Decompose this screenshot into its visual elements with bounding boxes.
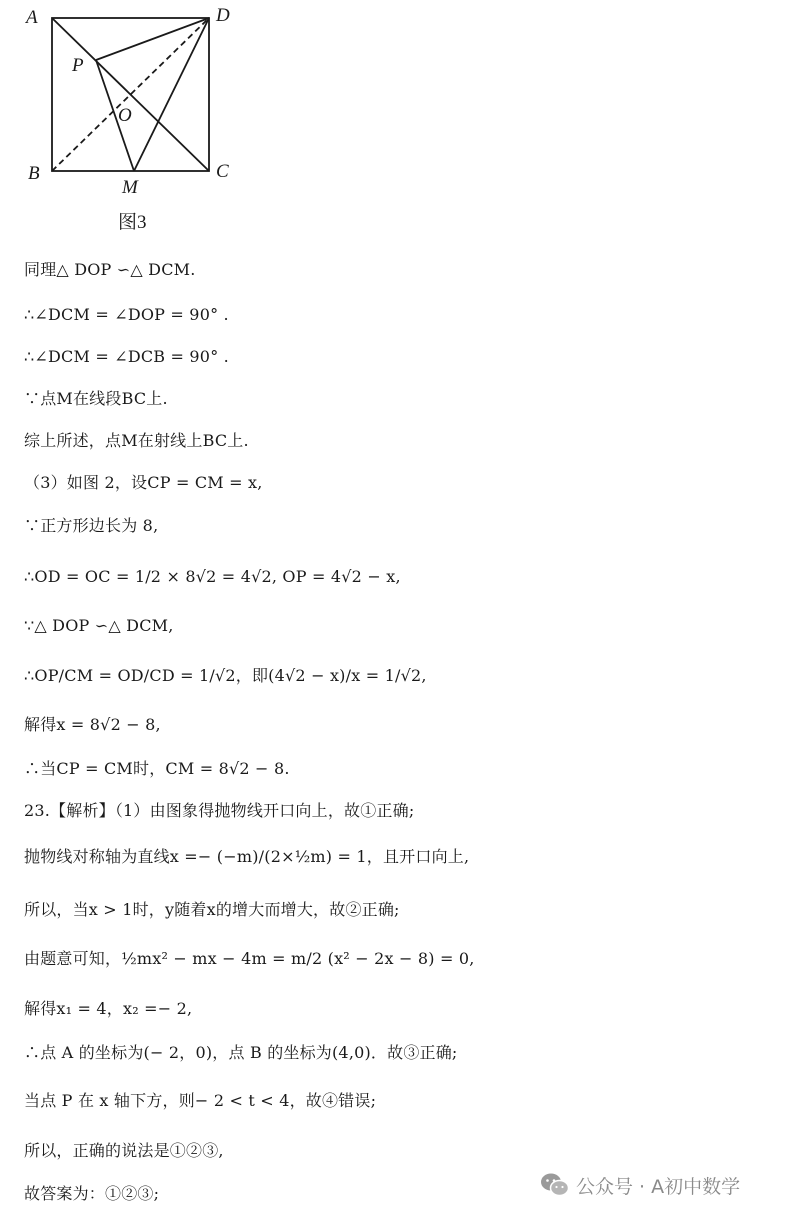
solution-line: 所以，正确的说法是①②③, [24, 1141, 224, 1160]
solution-line: 故答案为：①②③; [24, 1184, 160, 1203]
solution-line: 当点 P 在 x 轴下方，则− 2 < t < 4，故④错误; [24, 1091, 377, 1110]
label-m: M [122, 177, 138, 198]
watermark-text: 公众号 · A初中数学 [576, 1175, 741, 1198]
solution-line: 所以，当x > 1时，y随着x的增大而增大，故②正确; [24, 900, 400, 919]
solution-line: ∵正方形边长为 8, [24, 516, 159, 535]
label-o: O [118, 105, 132, 126]
solution-line: （3）如图 2，设CP = CM = x, [24, 473, 263, 492]
label-c: C [216, 161, 229, 182]
solution-line: 抛物线对称轴为直线x =− (−m)/(2×½m) = 1，且开口向上, [24, 847, 470, 866]
square-diagram [24, 0, 244, 236]
solution-line: 解得x₁ = 4，x₂ =− 2, [24, 999, 193, 1018]
solution-line: ∴OD = OC = 1/2 × 8√2 = 4√2, OP = 4√2 − x, [24, 567, 401, 586]
solution-line: ∵点M在线段BC上. [24, 389, 168, 408]
solution-line: ∴∠DCM = ∠DCB = 90° . [24, 347, 229, 366]
solution-line: 综上所述，点M在射线上BC上. [24, 431, 249, 450]
solution-line: ∴OP/CM = OD/CD = 1/√2，即(4√2 − x)/x = 1/√2, [24, 666, 427, 685]
solution-line: ∵△ DOP ∽△ DCM, [24, 616, 174, 635]
solution-line: 由题意可知，½mx² − mx − 4m = m/2 (x² − 2x − 8) = 0, [24, 949, 475, 968]
solution-line: 解得x = 8√2 − 8, [24, 715, 161, 734]
watermark [540, 1170, 740, 1200]
solution-line: ∴∠DCM = ∠DOP = 90° . [24, 305, 229, 324]
label-p: P [72, 55, 84, 76]
solution-line: ∴点 A 的坐标为(− 2，0)，点 B 的坐标为(4,0)．故③正确; [24, 1043, 458, 1062]
figure-caption: 图3 [118, 212, 147, 233]
solution-line: 同理△ DOP ∽△ DCM. [24, 260, 196, 279]
label-b: B [28, 163, 40, 184]
geometry-figure [24, 0, 244, 236]
label-d: D [216, 5, 230, 26]
wechat-icon [540, 1172, 570, 1198]
solution-line: ∴当CP = CM时，CM = 8√2 − 8. [24, 759, 290, 778]
solution-line: 23.【解析】（1）由图象得抛物线开口向上，故①正确; [24, 801, 415, 820]
label-a: A [26, 7, 38, 28]
